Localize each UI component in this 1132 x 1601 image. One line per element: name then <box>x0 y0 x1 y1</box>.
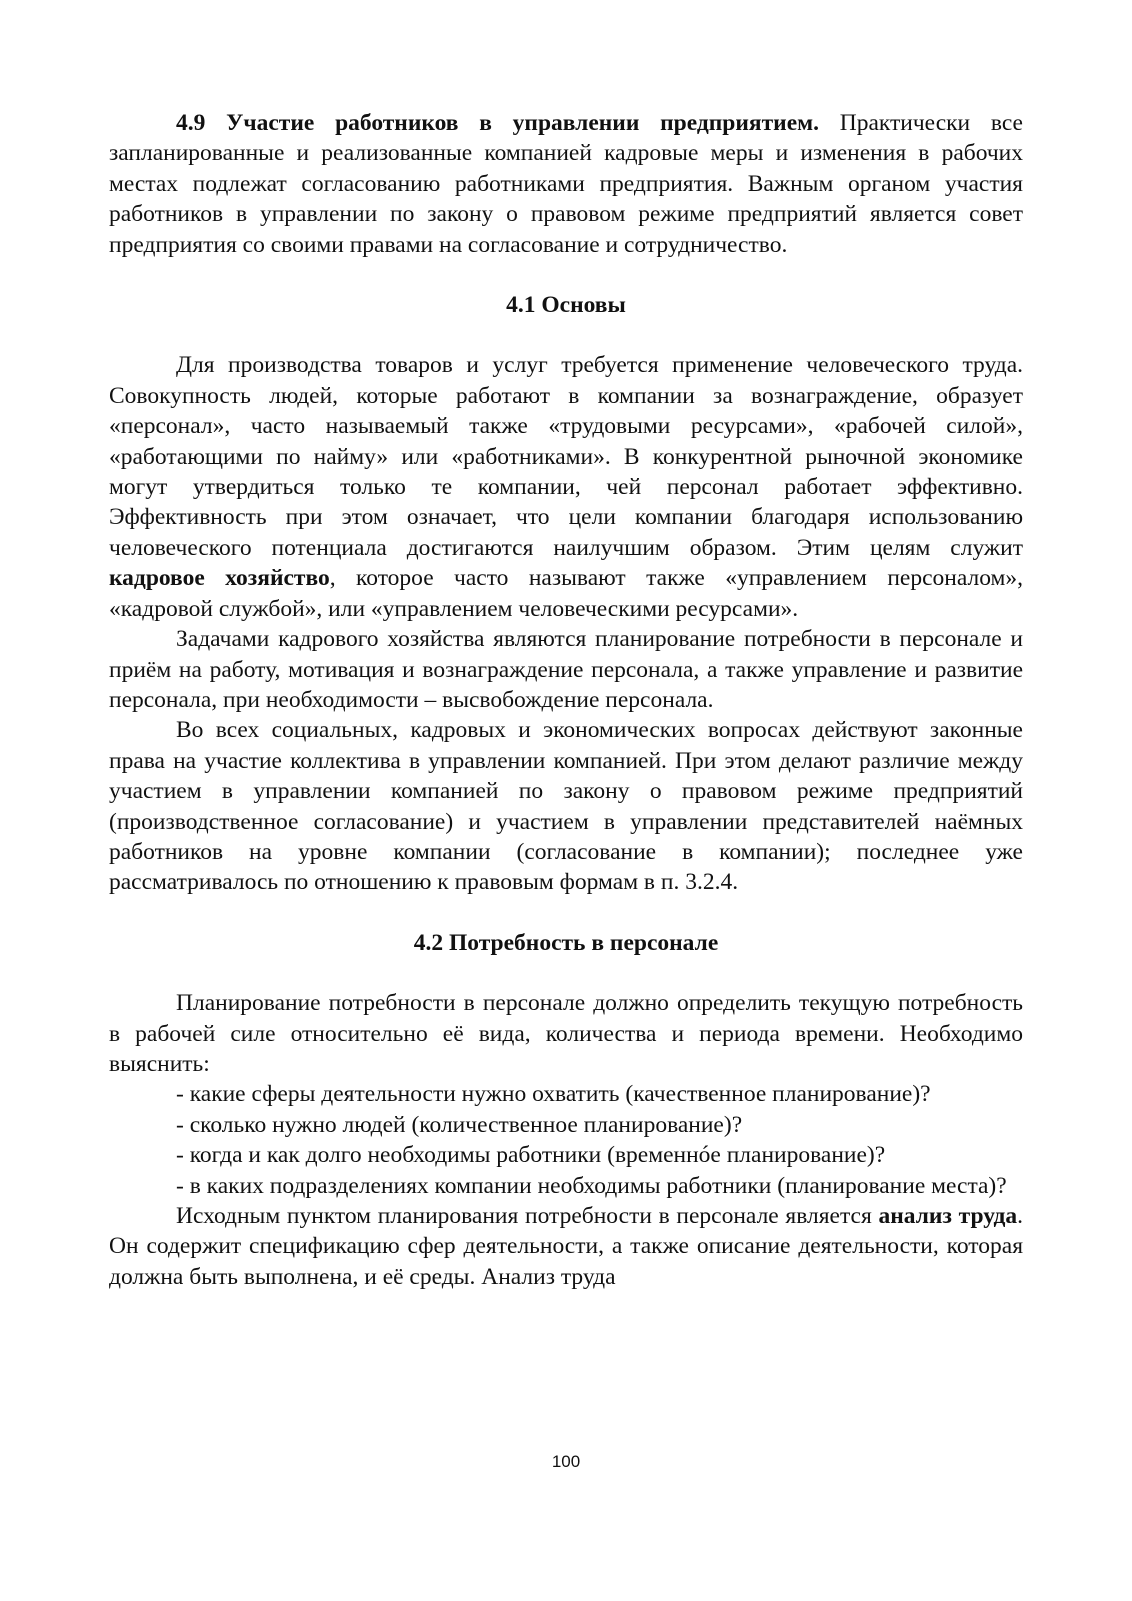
page-number: 100 <box>551 1452 581 1471</box>
section-4-1-heading: 4.1 Основы <box>506 292 626 319</box>
list-item: - какие сферы деятельности нужно охватить (качественное планирование)? <box>176 1081 931 1108</box>
spacer <box>109 320 1023 350</box>
section-4-9-text: Практически все запланированные и реализованные компанией кадровые меры и изменения в рабочих местах подлежат согласованию работниками предприятия. Важным органом участия работников в управлении по закону о правовом режиме предприятий является совет предприятия со своими правами на согласование и сотрудничество. <box>109 110 1023 258</box>
section-4-9-paragraph <box>109 108 1023 260</box>
paragraph-text: Исходным пунктом планирования потребности в персонале является <box>176 1203 879 1229</box>
term-kadrovoe-hozyaystvo: кадровое хозяйство <box>109 565 330 592</box>
spacer <box>109 958 1023 988</box>
section-4-1-paragraph-3: Во всех социальных, кадровых и экономических вопросах действуют законные права на участие коллектива в управлении компанией. При этом делают различие между участием в управлении компанией по закону о правовом режиме предприятий (производственное согласование) и участием в управлении представителей наёмных работников на уровне компании (согласование в компании); последнее уже рассматривалось по отношению к правовым формам в п. 3.2.4. <box>109 717 1023 896</box>
section-4-9-title: 4.9 Участие работников в управлении предприятием. <box>176 110 820 136</box>
section-4-1-paragraph-1 <box>109 350 1023 624</box>
paragraph-text: Для производства товаров и услуг требуется применение человеческого труда. Совокупность людей, которые работают в компании за вознаграждение, образует «персонал», часто называемый также «трудовыми ресурсами», «рабочей силой», «работающими по найму» или «работниками». В конкурентной рыночной экономике могут утвердиться только те компании, чей персонал работает эффективно. Эффективность при этом означает, что цели компании благодаря использованию человеческого потенциала достигаются наилучшим образом. Этим целям служит <box>109 352 1023 561</box>
section-4-2-paragraph-2 <box>109 1201 1023 1292</box>
paragraph-text: , которое часто называют также «управлением персоналом», «кадровой службой», или «управлением человеческими ресурсами». <box>109 565 1023 622</box>
section-4-2-heading: 4.2 Потребность в персонале <box>413 929 719 956</box>
paragraph-text: . Он содержит спецификацию сфер деятельности, а также описание деятельности, которая должна быть выполнена, и её среды. Анализ труда <box>109 1203 1023 1290</box>
spacer <box>109 260 1023 290</box>
list-item: - в каких подразделениях компании необходимы работники (планирование места)? <box>176 1172 1007 1199</box>
page-content <box>109 108 1023 1292</box>
spacer <box>109 898 1023 928</box>
section-4-1-paragraph-2: Задачами кадрового хозяйства являются планирование потребности в персонале и приём на работу, мотивация и вознаграждение персонала, а также управление и развитие персонала, при необходимости – высвобождение персонала. <box>109 626 1023 713</box>
term-analiz-truda: анализ труда <box>878 1203 1018 1229</box>
list-item: - сколько нужно людей (количественное планирование)? <box>176 1111 743 1138</box>
section-4-2-paragraph-1: Планирование потребности в персонале должно определить текущую потребность в рабочей силе относительно её вида, количества и периода времени. Необходимо выяснить: <box>109 990 1023 1077</box>
list-item: - когда и как долго необходимы работники (временнóе планирование)? <box>176 1142 886 1169</box>
